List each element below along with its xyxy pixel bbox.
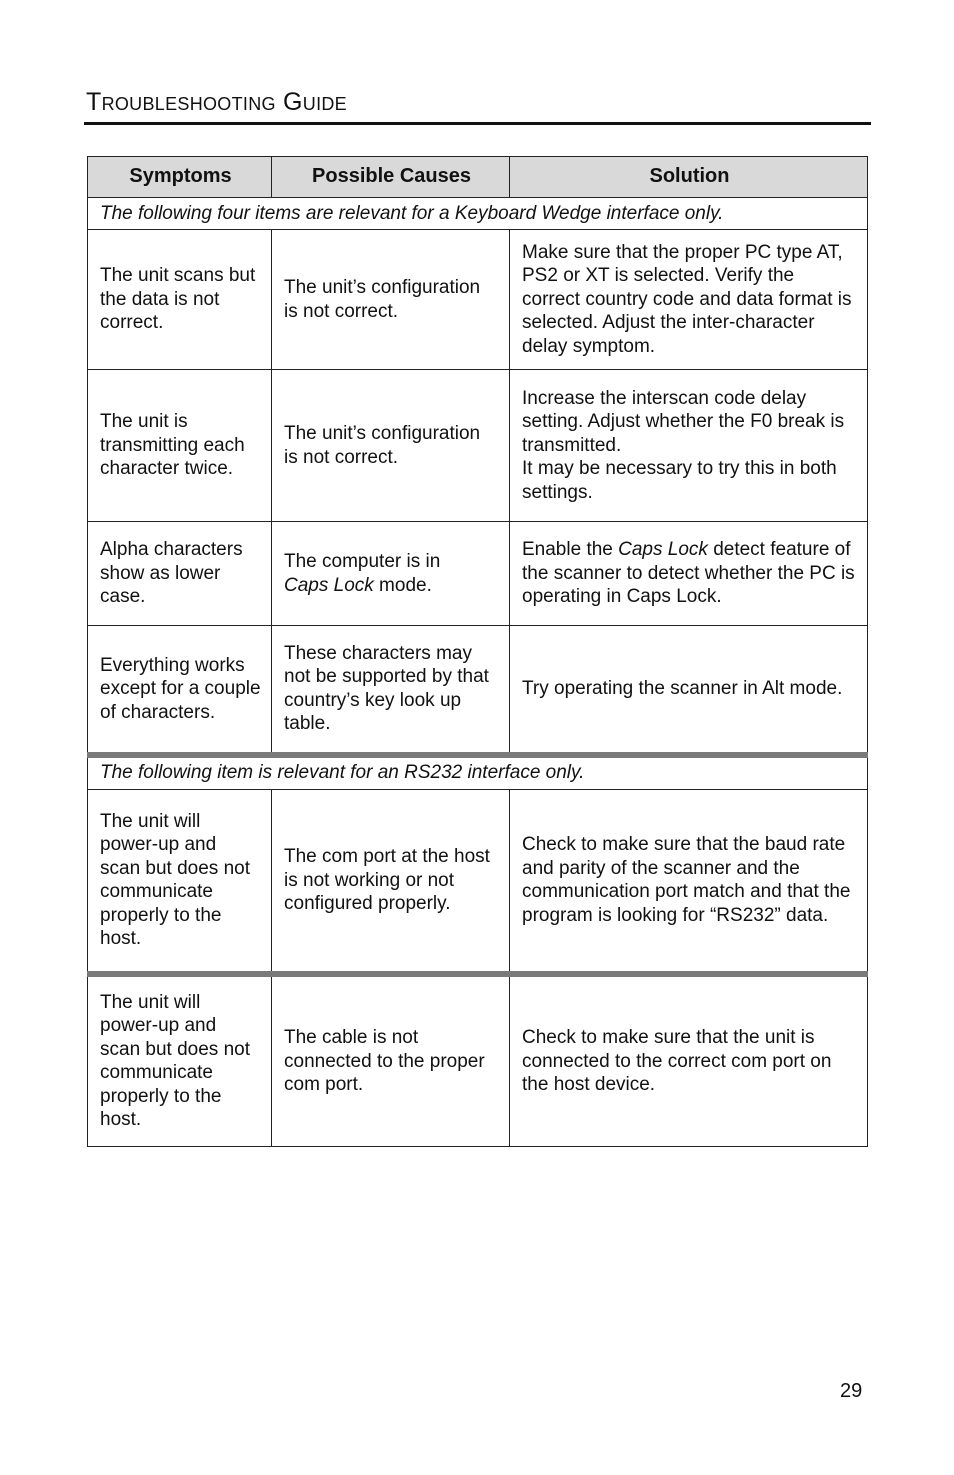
cause-cell: The cable is not connected to the proper com port. — [272, 974, 510, 1146]
table-header-row — [88, 157, 868, 198]
solution-cell — [510, 522, 868, 626]
solution-line: Increase the interscan code delay setting. Adjust whether the F0 break is transmitted. — [522, 387, 845, 456]
section-note-row — [88, 198, 868, 230]
section-note-row — [88, 755, 868, 790]
symptom-cell: The unit scans but the data is not correct. — [88, 230, 272, 370]
symptom-cell: The unit will power-up and scan but does not communicate properly to the host. — [88, 974, 272, 1146]
table-row — [88, 626, 868, 755]
cause-text: The computer is in — [284, 551, 441, 572]
symptom-cell: The unit will power-up and scan but does not communicate properly to the host. — [88, 789, 272, 974]
column-header-causes: Possible Causes — [272, 157, 510, 198]
cause-emphasis: Caps Lock — [284, 574, 374, 596]
table-row — [88, 370, 868, 522]
solution-line: It may be necessary to try this in both settings. — [522, 458, 837, 503]
solution-emphasis: Caps Lock — [618, 539, 708, 561]
solution-text: Enable the — [522, 539, 619, 561]
solution-cell: Try operating the scanner in Alt mode. — [510, 626, 868, 755]
table-row — [88, 230, 868, 370]
symptom-cell: Alpha characters show as lower case. — [88, 522, 272, 626]
page-title: Troubleshooting Guide — [86, 88, 347, 116]
solution-cell — [510, 370, 868, 522]
cause-cell: The unit’s configuration is not correct. — [272, 230, 510, 370]
cause-cell — [272, 522, 510, 626]
symptom-cell: The unit is transmitting each character twice. — [88, 370, 272, 522]
table-row — [88, 522, 868, 626]
cause-cell: These characters may not be supported by that country’s key look up table. — [272, 626, 510, 755]
solution-text-end: detect feature of the scanner to detect whether the PC is operating in Caps Lock. — [522, 539, 855, 608]
column-header-symptoms: Symptoms — [88, 157, 272, 198]
cause-text-end: mode. — [373, 574, 432, 596]
table-row — [88, 974, 868, 1146]
cause-cell: The unit’s configuration is not correct. — [272, 370, 510, 522]
cause-cell: The com port at the host is not working or not configured properly. — [272, 789, 510, 974]
troubleshooting-table — [87, 156, 868, 1147]
solution-cell: Check to make sure that the unit is connected to the correct com port on the host device. — [510, 974, 868, 1146]
section-note-rs232: The following item is relevant for an RS232 interface only. — [88, 755, 868, 790]
column-header-solution: Solution — [510, 157, 868, 198]
table-row — [88, 789, 868, 974]
solution-cell: Check to make sure that the baud rate and parity of the scanner and the communication port match and that the program is looking for “RS232” data. — [510, 789, 868, 974]
symptom-cell: Everything works except for a couple of characters. — [88, 626, 272, 755]
solution-cell: Make sure that the proper PC type AT, PS2 or XT is selected. Verify the correct country code and data format is selected. Adjust the inter-character delay symptom. — [510, 230, 868, 370]
page-number: 29 — [840, 1380, 863, 1402]
title-divider — [84, 122, 871, 125]
section-note-keyboard-wedge: The following four items are relevant for a Keyboard Wedge interface only. — [88, 198, 868, 230]
